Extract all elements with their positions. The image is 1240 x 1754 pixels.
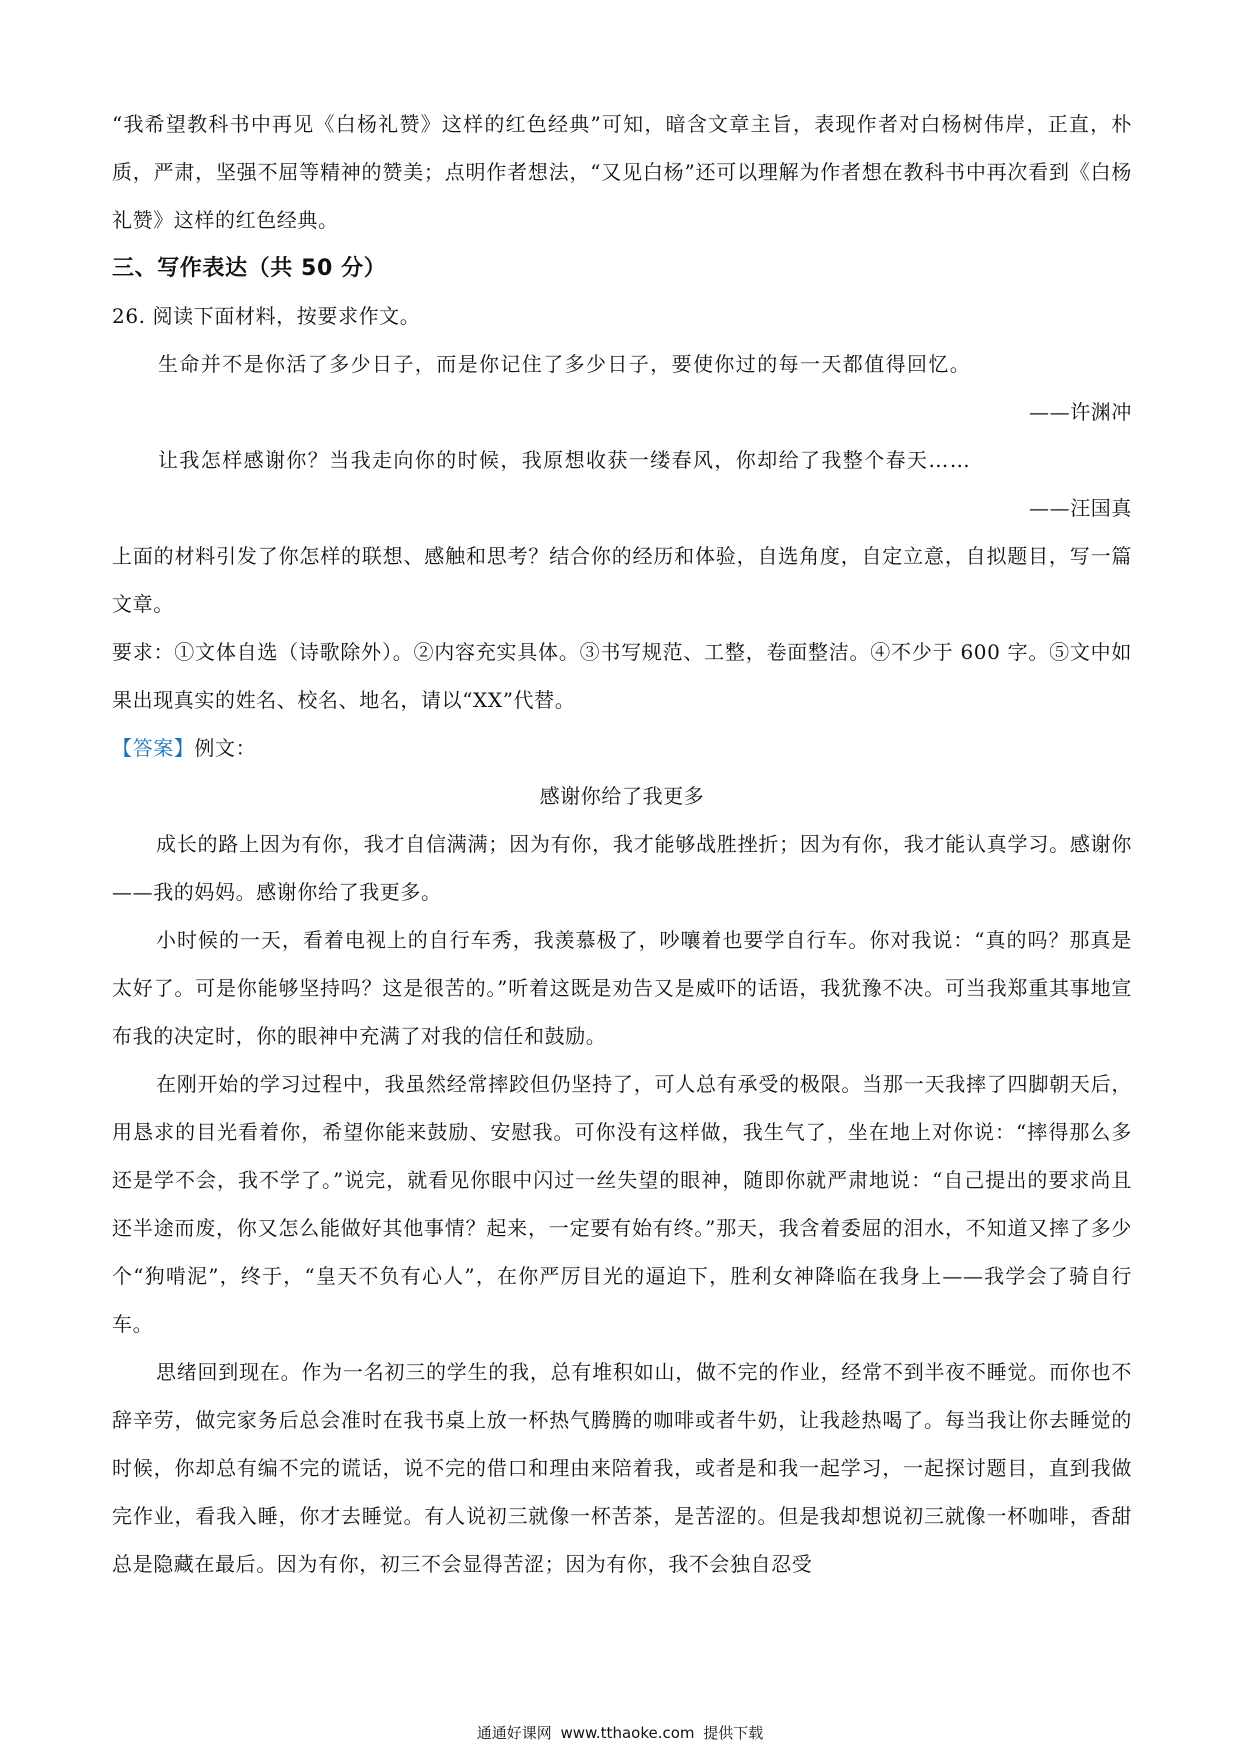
quote-1-author: ——许渊冲 bbox=[1029, 400, 1132, 424]
requirements-text: 要求：①文体自选（诗歌除外）。②内容充实具体。③书写规范、工整，卷面整洁。④不少于 600 字。⑤文中如果出现真实的姓名、校名、地名，请以“XX”代替。 bbox=[112, 640, 1132, 712]
intro-paragraph: “我希望教科书中再见《白杨礼赞》这样的红色经典”可知，暗含文章主旨，表现作者对白杨树伟岸，正直，朴质，严肃，坚强不屈等精神的赞美；点明作者想法，“又见白杨”还可以理解为作者想在教科书中再次看到《白杨礼赞》这样的红色经典。 bbox=[112, 112, 1132, 232]
page-footer bbox=[0, 1722, 1240, 1743]
answer-label: 【答案】 bbox=[112, 736, 195, 760]
essay-paragraph: 在刚开始的学习过程中，我虽然经常摔跤但仍坚持了，可人总有承受的极限。当那一天我摔了四脚朝天后，用恳求的目光看着你，希望你能来鼓励、安慰我。可你没有这样做，我生气了，坐在地上对你说：“摔得那么多还是学不会，我不学了。”说完，就看见你眼中闪过一丝失望的眼神，随即你就严肃地说：“自己提出的要求尚且还半途而废，你又怎么能做好其他事情？起来，一定要有始有终。”那天，我含着委屈的泪水，不知道又摔了多少个“狗啃泥”，终于，“皇天不负有心人”，在你严厉目光的逼迫下，胜利女神降临在我身上——我学会了骑自行车。 bbox=[112, 1072, 1132, 1336]
footer-suffix: 提供下载 bbox=[703, 1724, 764, 1742]
question-text: 26. 阅读下面材料，按要求作文。 bbox=[112, 304, 421, 328]
document-page bbox=[112, 100, 1132, 1588]
answer-line bbox=[112, 724, 1132, 772]
essay-paragraph: 思绪回到现在。作为一名初三的学生的我，总有堆积如山，做不完的作业，经常不到半夜不睡觉。而你也不辞辛劳，做完家务后总会准时在我书桌上放一杯热气腾腾的咖啡或者牛奶，让我趁热喝了。每当我让你去睡觉的时候，你却总有编不完的谎话，说不完的借口和理由来陪着我，或者是和我一起学习，一起探讨题目，直到我做完作业，看我入睡，你才去睡觉。有人说初三就像一杯苦茶，是苦涩的。但是我却想说初三就像一杯咖啡，香甜总是隐藏在最后。因为有你，初三不会显得苦涩；因为有你，我不会独自忍受 bbox=[112, 1360, 1132, 1576]
writing-prompt: 上面的材料引发了你怎样的联想、感触和思考？结合你的经历和体验，自选角度，自定立意，自拟题目，写一篇文章。 bbox=[112, 544, 1132, 616]
section-heading: 三、写作表达（共 50 分） bbox=[112, 256, 387, 281]
material-quote-2: 让我怎样感谢你？当我走向你的时候，我原想收获一缕春风，你却给了我整个春天…… bbox=[158, 448, 972, 472]
answer-text: 例文： bbox=[194, 736, 257, 760]
quote-2-author: ——汪国真 bbox=[1029, 496, 1132, 520]
material-quote-1: 生命并不是你活了多少日子，而是你记住了多少日子，要使你过的每一天都值得回忆。 bbox=[158, 352, 972, 376]
footer-url: www.tthaoke.com bbox=[560, 1724, 695, 1742]
essay-paragraph: 成长的路上因为有你，我才自信满满；因为有你，我才能够战胜挫折；因为有你，我才能认真学习。感谢你——我的妈妈。感谢你给了我更多。 bbox=[112, 832, 1132, 904]
essay-title: 感谢你给了我更多 bbox=[539, 784, 705, 808]
footer-site-name: 通通好课网 bbox=[476, 1724, 552, 1742]
essay-paragraph: 小时候的一天，看着电视上的自行车秀，我羡慕极了，吵嚷着也要学自行车。你对我说：“真的吗？那真是太好了。可是你能够坚持吗？这是很苦的。”听着这既是劝告又是威吓的话语，我犹豫不决。可当我郑重其事地宣布我的决定时，你的眼神中充满了对我的信任和鼓励。 bbox=[112, 928, 1132, 1048]
